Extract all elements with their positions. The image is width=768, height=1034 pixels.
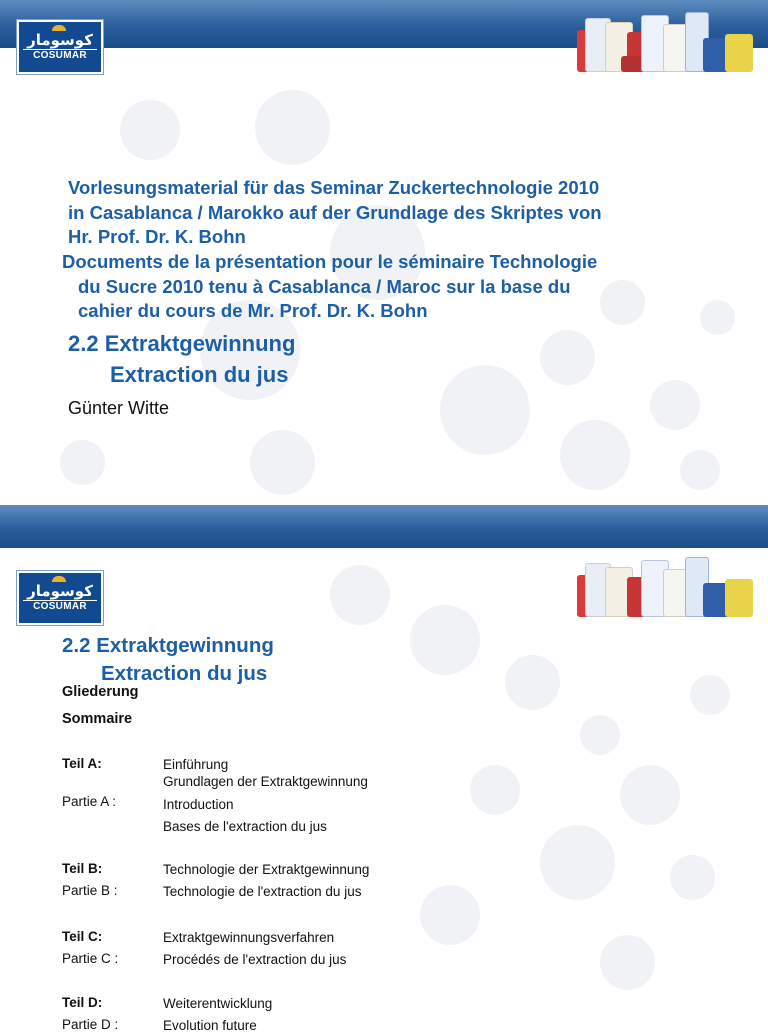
- title-line: Vorlesungsmaterial für das Seminar Zuckertechnologie 2010: [68, 177, 600, 198]
- product-packages-image: [575, 12, 755, 72]
- header-band: [0, 505, 768, 548]
- section-key: Partie A :: [62, 794, 117, 809]
- section-text: Weiterentwicklung: [163, 996, 273, 1011]
- title-line: Documents de la présentation pour le séminaire Technologie: [62, 251, 598, 272]
- section-text: Einführung: [163, 757, 229, 772]
- section-text: Evolution future: [163, 1018, 257, 1033]
- title-line: du Sucre 2010 tenu à Casablanca / Maroc sur la base du: [78, 275, 571, 297]
- slide-title: [0, 0, 768, 505]
- logo-latin-text: COSUMAR: [23, 49, 97, 62]
- title-line: in Casablanca / Marokko auf der Grundlage des Skriptes von: [68, 201, 602, 223]
- section-text: Technologie de l'extraction du jus: [163, 884, 362, 899]
- author-name: Günter Witte: [68, 398, 170, 418]
- section-text: Grundlagen der Extraktgewinnung: [163, 774, 368, 789]
- cosumar-logo: [17, 20, 103, 74]
- subtitle-de: 2.2 Extraktgewinnung: [68, 331, 296, 356]
- logo-latin-text: COSUMAR: [23, 600, 97, 613]
- cosumar-logo: [17, 571, 103, 625]
- section-text: Bases de l'extraction du jus: [163, 819, 327, 834]
- section-key: Teil A:: [62, 756, 102, 771]
- section-key: Partie D :: [62, 1017, 119, 1032]
- product-packages-image: [575, 557, 755, 617]
- subtitle-fr: Extraction du jus: [101, 662, 268, 685]
- outline-heading-fr: Sommaire: [62, 711, 133, 727]
- crown-icon: [52, 25, 66, 31]
- section-text: Introduction: [163, 797, 234, 812]
- slide-outline: [0, 505, 768, 1033]
- section-key: Teil D:: [62, 995, 103, 1010]
- subtitle-de: 2.2 Extraktgewinnung: [62, 634, 274, 657]
- title-line: cahier du cours de Mr. Prof. Dr. K. Bohn: [78, 300, 428, 321]
- section-text: Technologie der Extraktgewinnung: [163, 862, 370, 877]
- subtitle-fr: Extraction du jus: [110, 362, 289, 387]
- section-key: Partie B :: [62, 883, 118, 898]
- section-key: Partie C :: [62, 951, 119, 966]
- crown-icon: [52, 576, 66, 582]
- section-key: Teil C:: [62, 929, 103, 944]
- section-text: Extraktgewinnungsverfahren: [163, 930, 335, 945]
- title-line: Hr. Prof. Dr. K. Bohn: [68, 226, 246, 247]
- outline-heading-de: Gliederung: [62, 684, 139, 700]
- seminar-title-de: [68, 176, 602, 250]
- section-text: Procédés de l'extraction du jus: [163, 952, 347, 967]
- seminar-title-fr: [62, 250, 597, 324]
- logo-arabic-text: كوسومار: [27, 31, 93, 49]
- section-key: Teil B:: [62, 861, 103, 876]
- logo-arabic-text: كوسومار: [27, 582, 93, 600]
